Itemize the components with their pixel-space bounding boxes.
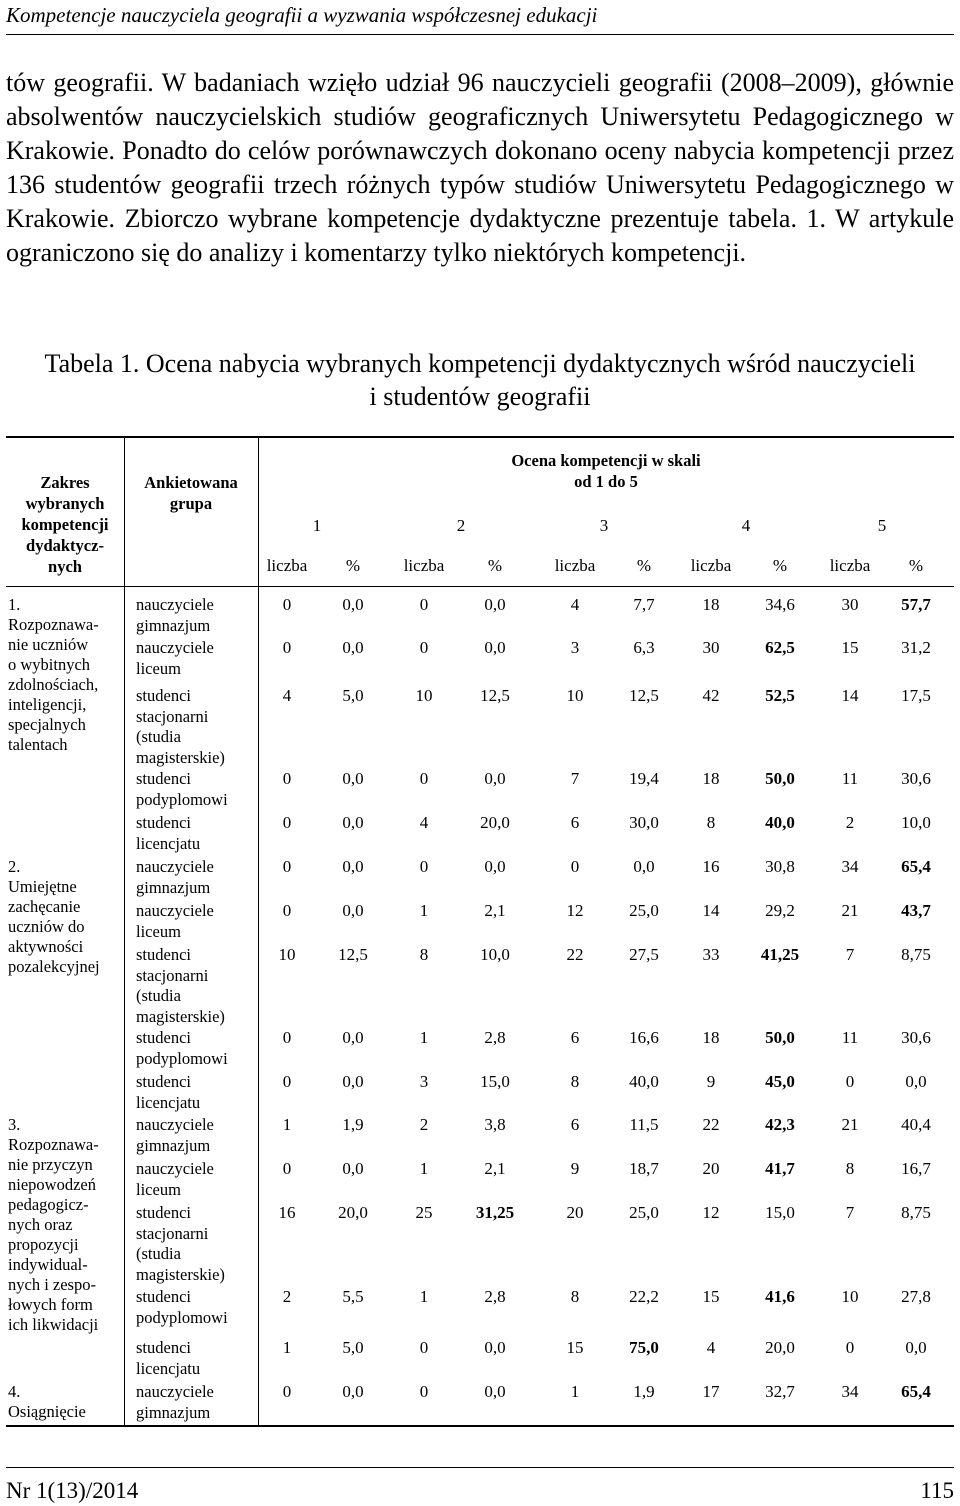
percent-cell: 11,5 — [629, 1115, 659, 1134]
percent-cell: 5,0 — [342, 1338, 364, 1357]
competency-scope-line: uczniów do — [8, 917, 85, 936]
percent-cell: 8,75 — [901, 1203, 931, 1222]
count-cell: 8 — [706, 813, 716, 832]
surveyed-group-line: podyplomowi — [136, 789, 228, 809]
percent-cell: 12,5 — [629, 686, 659, 705]
surveyed-group-line: nauczyciele — [136, 595, 214, 614]
surveyed-group-line: studenci — [136, 686, 191, 705]
surveyed-group-line: (studia — [136, 986, 181, 1006]
percent-cell: 0,0 — [342, 1382, 364, 1401]
surveyed-group-cell — [136, 686, 256, 768]
surveyed-group-line: magisterskie) — [136, 747, 225, 767]
surveyed-group-line: liceum — [136, 921, 181, 941]
percent-cell: 1,9 — [633, 1382, 655, 1401]
count-cell: 1 — [419, 1159, 429, 1178]
percent-cell: 40,0 — [629, 1072, 659, 1091]
percent-cell: 50,0 — [765, 1028, 795, 1047]
percent-cell: 30,8 — [765, 857, 795, 876]
body-paragraph: tów geografii. W badaniach wzięło udział 96 nauczycieli geografii (2008–2009), głównie absolwentów nauczycielskich studiów geograficznych Uniwersytetu Pedagogicznego w Krakowie. Ponadto do celów porównawczych dokonano oceny nabycia kompetencji przez 136 studentów geografii trzech różnych typów studiów Uniwersytetu Pedagogicznego w Krakowie. Zbiorczo wybrane kompetencje dydaktyczne prezentuje tabela. 1. W artykule ograniczono się do analizy i komentarzy tylko niektórych kompetencji. — [6, 68, 954, 267]
count-cell: 30 — [841, 595, 859, 614]
count-cell: 0 — [570, 857, 580, 876]
count-cell: 34 — [841, 857, 859, 876]
header-competency-scope — [8, 472, 122, 577]
surveyed-group-line: gimnazjum — [136, 1135, 211, 1155]
surveyed-group-line: magisterskie) — [136, 1006, 225, 1026]
table-header — [6, 438, 954, 587]
competency-scope-line: niepowodzeń — [8, 1175, 96, 1194]
surveyed-group-line: nauczyciele — [136, 1382, 214, 1401]
percent-cell: 25,0 — [629, 1203, 659, 1222]
percent-cell: 50,0 — [765, 769, 795, 788]
count-cell: 6 — [570, 1115, 580, 1134]
surveyed-group-line: (studia — [136, 727, 181, 747]
count-cell: 0 — [282, 769, 292, 788]
percent-cell: 1,9 — [342, 1115, 364, 1134]
competency-scope-cell — [8, 1115, 120, 1335]
count-cell: 4 — [282, 686, 292, 705]
surveyed-group-line: gimnazjum — [136, 1402, 211, 1422]
percent-cell: 0,0 — [342, 1028, 364, 1047]
percent-cell: 15,0 — [765, 1203, 795, 1222]
count-cell: 0 — [419, 638, 429, 657]
surveyed-group-line: nauczyciele — [136, 1159, 214, 1178]
count-cell: 0 — [282, 857, 292, 876]
count-cell: 0 — [282, 1159, 292, 1178]
count-cell: 10 — [841, 1287, 859, 1306]
competency-scope-line: o wybitnych — [8, 655, 91, 674]
surveyed-group-line: gimnazjum — [136, 877, 211, 897]
competency-scope-line: Rozpoznawa- — [8, 1135, 99, 1154]
count-cell: 33 — [702, 945, 720, 964]
count-cell: 0 — [282, 1072, 292, 1091]
surveyed-group-line: podyplomowi — [136, 1307, 228, 1327]
percent-cell: 0,0 — [342, 1072, 364, 1091]
percent-cell: 5,0 — [342, 686, 364, 705]
percent-cell: 0,0 — [484, 1338, 506, 1357]
caption-line: Tabela 1. Ocena nabycia wybranych kompetencji dydaktycznych wśród nauczycieli — [44, 349, 916, 378]
percent-cell: 8,75 — [901, 945, 931, 964]
count-cell: 22 — [566, 945, 584, 964]
count-cell: 2 — [419, 1115, 429, 1134]
surveyed-group-cell — [136, 1338, 256, 1379]
percent-cell: 20,0 — [765, 1338, 795, 1357]
count-cell: 3 — [570, 638, 580, 657]
subheader-label: % — [772, 556, 788, 575]
surveyed-group-cell — [136, 1072, 256, 1113]
percent-cell: 27,8 — [901, 1287, 931, 1306]
count-cell: 12 — [702, 1203, 720, 1222]
count-cell: 2 — [845, 813, 855, 832]
header-line: kompetencji — [21, 515, 109, 534]
competency-scope-line: Osiągnięcie — [8, 1402, 86, 1421]
count-cell: 0 — [282, 638, 292, 657]
surveyed-group-line: studenci — [136, 1287, 191, 1306]
percent-cell: 57,7 — [901, 595, 931, 614]
surveyed-group-cell — [136, 1028, 256, 1069]
percent-cell: 20,0 — [338, 1203, 368, 1222]
surveyed-group-line: studenci — [136, 1338, 191, 1357]
count-cell: 4 — [570, 595, 580, 614]
percent-cell: 5,5 — [342, 1287, 364, 1306]
count-cell: 25 — [415, 1203, 433, 1222]
percent-cell: 41,7 — [765, 1159, 795, 1178]
percent-cell: 27,5 — [629, 945, 659, 964]
header-line: Zakres — [40, 473, 90, 492]
page-footer — [6, 1467, 954, 1504]
count-cell: 11 — [841, 769, 859, 788]
surveyed-group-line: studenci — [136, 1203, 191, 1222]
percent-cell: 19,4 — [629, 769, 659, 788]
surveyed-group-cell — [136, 1115, 256, 1156]
competency-scope-line: 3. — [8, 1115, 21, 1134]
percent-cell: 29,2 — [765, 901, 795, 920]
surveyed-group-line: stacjonarni — [136, 965, 209, 985]
count-cell: 18 — [702, 1028, 720, 1047]
scale-level-label: 1 — [312, 516, 322, 535]
surveyed-group-line: liceum — [136, 1179, 181, 1199]
percent-cell: 2,8 — [484, 1028, 506, 1047]
page-number: 115 — [920, 1478, 954, 1503]
count-cell: 42 — [702, 686, 720, 705]
competency-scope-line: zdolnościach, — [8, 675, 99, 694]
count-cell: 34 — [841, 1382, 859, 1401]
surveyed-group-line: studenci — [136, 1028, 191, 1047]
count-cell: 0 — [419, 1338, 429, 1357]
count-cell: 2 — [282, 1287, 292, 1306]
count-cell: 9 — [570, 1159, 580, 1178]
surveyed-group-line: studenci — [136, 1072, 191, 1091]
percent-cell: 41,6 — [765, 1287, 795, 1306]
percent-cell: 0,0 — [342, 638, 364, 657]
subheader-label: liczba — [690, 556, 732, 575]
competency-scope-line: indywidual- — [8, 1255, 88, 1274]
count-cell: 0 — [282, 595, 292, 614]
percent-cell: 42,3 — [765, 1115, 795, 1134]
count-cell: 10 — [415, 686, 433, 705]
percent-cell: 12,5 — [480, 686, 510, 705]
count-cell: 7 — [570, 769, 580, 788]
percent-cell: 3,8 — [484, 1115, 506, 1134]
competency-scope-line: aktywności — [8, 937, 84, 956]
competency-scope-line: nych oraz — [8, 1215, 73, 1234]
competency-scope-line: specjalnych — [8, 715, 86, 734]
percent-cell: 0,0 — [905, 1338, 927, 1357]
percent-cell: 30,6 — [901, 1028, 931, 1047]
count-cell: 3 — [419, 1072, 429, 1091]
percent-cell: 12,5 — [338, 945, 368, 964]
count-cell: 20 — [702, 1159, 720, 1178]
count-cell: 0 — [282, 901, 292, 920]
column-divider — [124, 438, 125, 586]
count-cell: 21 — [841, 901, 859, 920]
surveyed-group-line: nauczyciele — [136, 857, 214, 876]
count-cell: 11 — [841, 1028, 859, 1047]
count-cell: 30 — [702, 638, 720, 657]
count-cell: 20 — [566, 1203, 584, 1222]
percent-cell: 65,4 — [901, 857, 931, 876]
percent-cell: 0,0 — [905, 1072, 927, 1091]
scale-level-label: 5 — [877, 516, 887, 535]
count-cell: 14 — [841, 686, 859, 705]
surveyed-group-line: stacjonarni — [136, 1223, 209, 1243]
count-cell: 4 — [419, 813, 429, 832]
percent-cell: 31,25 — [475, 1203, 515, 1222]
header-line: od 1 do 5 — [574, 472, 638, 491]
percent-cell: 43,7 — [901, 901, 931, 920]
caption-line: i studentów geografii — [369, 382, 591, 411]
surveyed-group-line: (studia — [136, 1244, 181, 1264]
surveyed-group-cell — [136, 1287, 256, 1328]
surveyed-group-line: studenci — [136, 813, 191, 832]
percent-cell: 0,0 — [342, 813, 364, 832]
count-cell: 0 — [282, 813, 292, 832]
surveyed-group-cell — [136, 1159, 256, 1200]
count-cell: 8 — [419, 945, 429, 964]
percent-cell: 2,1 — [484, 901, 506, 920]
count-cell: 0 — [282, 1028, 292, 1047]
percent-cell: 0,0 — [342, 769, 364, 788]
surveyed-group-line: licencjatu — [136, 1358, 201, 1378]
count-cell: 7 — [845, 1203, 855, 1222]
competency-scope-line: nie uczniów — [8, 635, 89, 654]
subheader-label: liczba — [403, 556, 445, 575]
surveyed-group-cell — [136, 1382, 256, 1423]
competency-scope-line: nych i zespo- — [8, 1275, 96, 1294]
issue-number: Nr 1(13)/2014 — [6, 1478, 139, 1503]
percent-cell: 30,6 — [901, 769, 931, 788]
competency-scope-line: łowych form — [8, 1295, 93, 1314]
header-scale-title — [258, 450, 954, 492]
count-cell: 10 — [278, 945, 296, 964]
percent-cell: 0,0 — [484, 857, 506, 876]
count-cell: 1 — [570, 1382, 580, 1401]
count-cell: 18 — [702, 769, 720, 788]
percent-cell: 0,0 — [633, 857, 655, 876]
percent-cell: 65,4 — [901, 1382, 931, 1401]
count-cell: 0 — [419, 857, 429, 876]
percent-cell: 62,5 — [765, 638, 795, 657]
percent-cell: 18,7 — [629, 1159, 659, 1178]
count-cell: 16 — [278, 1203, 296, 1222]
header-line: wybranych — [25, 494, 105, 513]
surveyed-group-line: studenci — [136, 769, 191, 788]
percent-cell: 20,0 — [480, 813, 510, 832]
count-cell: 10 — [566, 686, 584, 705]
percent-cell: 17,5 — [901, 686, 931, 705]
running-head: Kompetencje nauczyciela geografii a wyzwania współczesnej edukacji — [6, 2, 954, 35]
competency-scope-line: propozycji — [8, 1235, 79, 1254]
count-cell: 8 — [845, 1159, 855, 1178]
count-cell: 18 — [702, 595, 720, 614]
count-cell: 15 — [566, 1338, 584, 1357]
count-cell: 1 — [419, 1028, 429, 1047]
surveyed-group-line: licencjatu — [136, 1092, 201, 1112]
competency-table — [6, 436, 954, 1427]
count-cell: 16 — [702, 857, 720, 876]
competency-scope-line: Rozpoznawa- — [8, 615, 99, 634]
subheader-label: % — [345, 556, 361, 575]
count-cell: 7 — [845, 945, 855, 964]
surveyed-group-line: liceum — [136, 658, 181, 678]
percent-cell: 31,2 — [901, 638, 931, 657]
competency-scope-line: 2. — [8, 857, 21, 876]
percent-cell: 2,8 — [484, 1287, 506, 1306]
competency-scope-cell — [8, 857, 120, 977]
count-cell: 9 — [706, 1072, 716, 1091]
count-cell: 17 — [702, 1382, 720, 1401]
count-cell: 22 — [702, 1115, 720, 1134]
surveyed-group-line: licencjatu — [136, 833, 201, 853]
percent-cell: 0,0 — [484, 638, 506, 657]
surveyed-group-cell — [136, 901, 256, 942]
scale-level-label: 3 — [599, 516, 609, 535]
subheader-label: liczba — [266, 556, 308, 575]
surveyed-group-line: podyplomowi — [136, 1048, 228, 1068]
competency-scope-line: talentach — [8, 735, 68, 754]
count-cell: 6 — [570, 813, 580, 832]
surveyed-group-line: studenci — [136, 945, 191, 964]
header-line: Ocena kompetencji w skali — [511, 451, 701, 470]
column-divider — [124, 587, 125, 1425]
competency-scope-line: inteligencji, — [8, 695, 87, 714]
count-cell: 0 — [419, 1382, 429, 1401]
count-cell: 15 — [841, 638, 859, 657]
count-cell: 0 — [419, 595, 429, 614]
table-body — [6, 587, 954, 1425]
percent-cell: 6,3 — [633, 638, 655, 657]
count-cell: 8 — [570, 1287, 580, 1306]
competency-scope-line: Umiejętne — [8, 877, 77, 896]
competency-scope-line: nie przyczyn — [8, 1155, 93, 1174]
percent-cell: 22,2 — [629, 1287, 659, 1306]
count-cell: 1 — [419, 901, 429, 920]
surveyed-group-cell — [136, 769, 256, 810]
header-line: dydaktycz- — [26, 536, 104, 555]
count-cell: 0 — [845, 1338, 855, 1357]
surveyed-group-line: nauczyciele — [136, 638, 214, 657]
percent-cell: 45,0 — [765, 1072, 795, 1091]
competency-scope-line: pozalekcyjnej — [8, 957, 100, 976]
competency-scope-line: ich likwidacji — [8, 1315, 99, 1334]
count-cell: 0 — [282, 1382, 292, 1401]
percent-cell: 40,0 — [765, 813, 795, 832]
percent-cell: 10,0 — [901, 813, 931, 832]
percent-cell: 34,6 — [765, 595, 795, 614]
percent-cell: 2,1 — [484, 1159, 506, 1178]
surveyed-group-line: nauczyciele — [136, 901, 214, 920]
percent-cell: 32,7 — [765, 1382, 795, 1401]
surveyed-group-line: magisterskie) — [136, 1264, 225, 1284]
count-cell: 6 — [570, 1028, 580, 1047]
percent-cell: 0,0 — [484, 595, 506, 614]
subheader-label: % — [636, 556, 652, 575]
count-cell: 1 — [282, 1115, 292, 1134]
surveyed-group-cell — [136, 595, 256, 636]
count-cell: 15 — [702, 1287, 720, 1306]
percent-cell: 0,0 — [342, 901, 364, 920]
subheader-label: % — [908, 556, 924, 575]
competency-scope-line: pedagogicz- — [8, 1195, 89, 1214]
count-cell: 21 — [841, 1115, 859, 1134]
percent-cell: 0,0 — [484, 769, 506, 788]
competency-scope-line: 4. — [8, 1382, 21, 1401]
percent-cell: 30,0 — [629, 813, 659, 832]
count-cell: 0 — [419, 769, 429, 788]
header-line: nych — [48, 557, 82, 576]
count-cell: 12 — [566, 901, 584, 920]
surveyed-group-cell — [136, 813, 256, 854]
competency-scope-line: 1. — [8, 595, 21, 614]
surveyed-group-cell — [136, 1203, 256, 1285]
table-caption — [6, 347, 954, 413]
percent-cell: 0,0 — [484, 1382, 506, 1401]
percent-cell: 40,4 — [901, 1115, 931, 1134]
surveyed-group-line: stacjonarni — [136, 706, 209, 726]
percent-cell: 52,5 — [765, 686, 795, 705]
percent-cell: 41,25 — [760, 945, 800, 964]
count-cell: 8 — [570, 1072, 580, 1091]
scale-level-label: 4 — [741, 516, 751, 535]
competency-scope-cell — [8, 1382, 120, 1422]
competency-scope-cell — [8, 595, 120, 755]
header-surveyed-group — [126, 472, 256, 514]
percent-cell: 15,0 — [480, 1072, 510, 1091]
percent-cell: 16,7 — [901, 1159, 931, 1178]
surveyed-group-cell — [136, 857, 256, 898]
surveyed-group-line: gimnazjum — [136, 615, 211, 635]
count-cell: 14 — [702, 901, 720, 920]
percent-cell: 0,0 — [342, 595, 364, 614]
count-cell: 1 — [419, 1287, 429, 1306]
percent-cell: 0,0 — [342, 857, 364, 876]
percent-cell: 75,0 — [629, 1338, 659, 1357]
subheader-label: liczba — [829, 556, 871, 575]
surveyed-group-cell — [136, 638, 256, 679]
percent-cell: 7,7 — [633, 595, 655, 614]
surveyed-group-cell — [136, 945, 256, 1027]
count-cell: 0 — [845, 1072, 855, 1091]
subheader-label: liczba — [554, 556, 596, 575]
scale-level-label: 2 — [456, 516, 466, 535]
percent-cell: 10,0 — [480, 945, 510, 964]
header-line: Ankietowana — [144, 473, 238, 492]
percent-cell: 25,0 — [629, 901, 659, 920]
percent-cell: 16,6 — [629, 1028, 659, 1047]
surveyed-group-line: nauczyciele — [136, 1115, 214, 1134]
percent-cell: 0,0 — [342, 1159, 364, 1178]
subheader-label: % — [487, 556, 503, 575]
competency-scope-line: zachęcanie — [8, 897, 81, 916]
count-cell: 4 — [706, 1338, 716, 1357]
count-cell: 1 — [282, 1338, 292, 1357]
header-line: grupa — [169, 494, 213, 513]
